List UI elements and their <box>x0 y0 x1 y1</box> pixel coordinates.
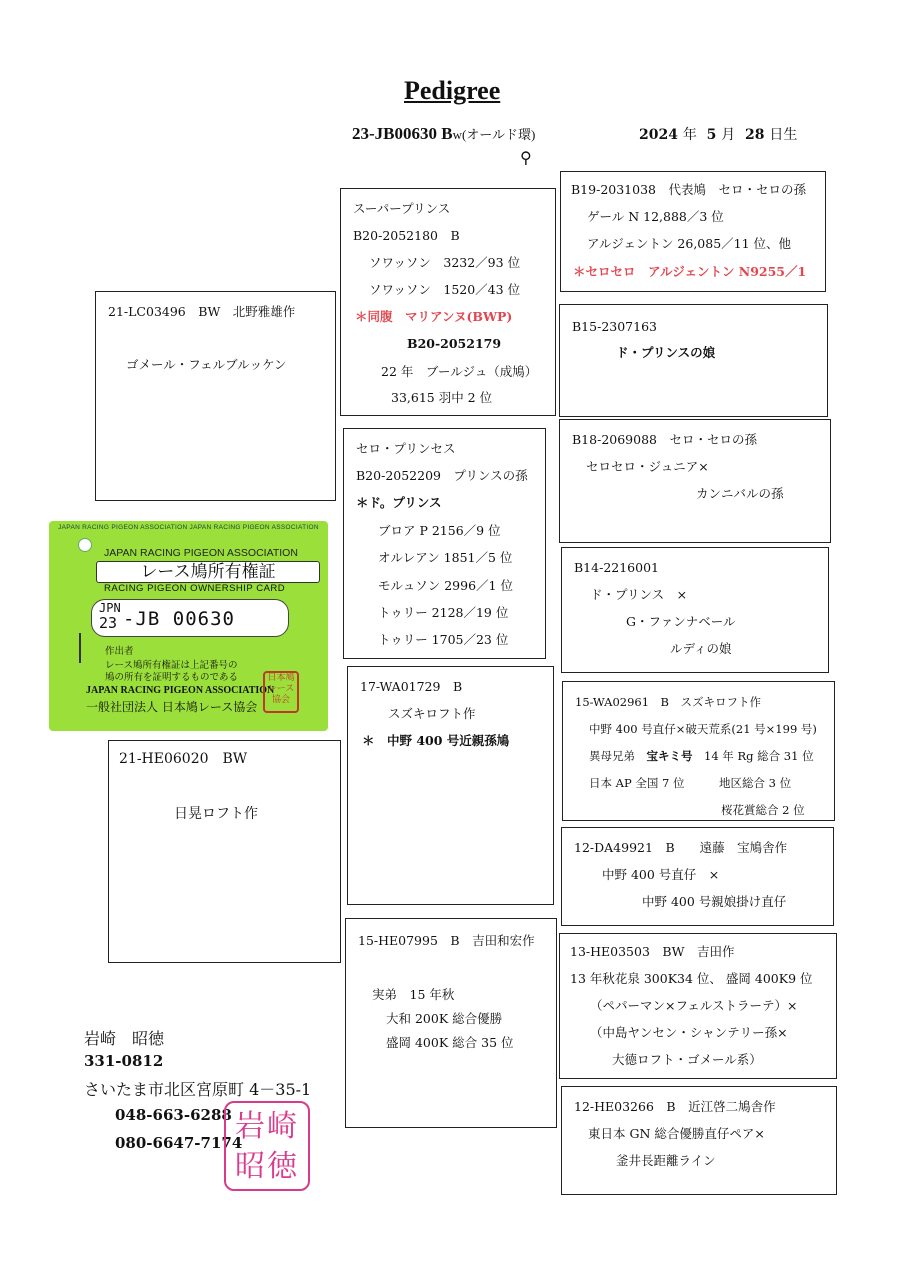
sds-line: カンニバルの孫 <box>696 486 784 501</box>
sire-sire-box <box>340 188 556 416</box>
birth-date: 2024 年 5 月 28 日生 <box>639 127 798 143</box>
dd-line: 15-HE07995 B 吉田和宏作 <box>358 933 535 948</box>
dam-sire-box <box>347 666 554 905</box>
dds-line: （ペパーマン×フェルストラーテ）× <box>590 998 798 1013</box>
ss-line: ソワッソン 1520／43 位 <box>369 282 521 297</box>
dam-dam-box <box>345 918 557 1128</box>
dds-line: 13-HE03503 BW 吉田作 <box>570 944 735 959</box>
card-title: レース鳩所有権証 <box>96 561 320 583</box>
ss-line: スーパープリンス <box>353 201 451 216</box>
dd-line: 実弟 15 年秋 <box>372 987 455 1002</box>
birth-year: 2024 <box>639 127 678 143</box>
card-bar <box>79 633 81 663</box>
sd-line: モルュソン 2996／1 位 <box>378 578 513 593</box>
card-title-en: RACING PIGEON OWNERSHIP CARD <box>104 583 286 594</box>
sd-line: セロ・プリンセス <box>356 441 456 456</box>
dam-line-1: 21-HE06020 BW <box>119 751 248 767</box>
owner-hanko-seal-icon: 岩崎昭徳 <box>224 1101 310 1191</box>
ss-line: B20-2052180 B <box>353 228 460 243</box>
small-seal-icon: ⚲ <box>520 148 532 167</box>
card-association-jp: 一般社団法人 日本鳩レース協会 <box>86 700 258 714</box>
card-association: JAPAN RACING PIGEON ASSOCIATION <box>104 547 298 559</box>
sdd-line: B14-2216001 <box>574 560 659 575</box>
sd-line: ＊ド。プリンス <box>356 495 442 510</box>
sss-line: ゲール N 12,888／3 位 <box>587 209 724 224</box>
sss-line: アルジェントン 26,085／11 位、他 <box>587 236 792 251</box>
dss-line: 日本 AP 全国 7 位 地区総合 3 位 <box>589 776 792 790</box>
ss-line: 22 年 ブールジュ（成鳩） <box>381 364 538 379</box>
ownership-card <box>49 521 328 731</box>
owner-postal: 331-0812 <box>84 1052 164 1070</box>
card-year: 23 <box>99 614 118 632</box>
dd-line: 大和 200K 総合優勝 <box>386 1011 503 1026</box>
card-country: JPN <box>99 601 121 615</box>
sire-dam-box <box>343 428 546 659</box>
ddd-line: 釜井長距離ライン <box>616 1153 716 1168</box>
dam-line-2: 日晃ロフト作 <box>174 806 258 822</box>
sdd-box <box>561 547 829 673</box>
dss-result: 14 年 Rg 総合 31 位 <box>704 749 814 763</box>
card-number: -JB 00630 <box>123 608 235 630</box>
sd-line: トゥリー 1705／23 位 <box>378 632 509 647</box>
ddd-line: 東日本 GN 総合優勝直仔ペア× <box>588 1126 765 1141</box>
dss-pigeon-name: 宝キミ号 <box>646 749 693 763</box>
dss-line <box>589 748 814 764</box>
card-stamp-icon: 日本鳩レース協会 <box>263 671 299 713</box>
owner-address: さいたま市北区宮原町 4－35-1 <box>84 1080 312 1099</box>
ring-id: 23-JB00630 B <box>352 124 453 143</box>
sds-line: B18-2069088 セロ・セロの孫 <box>572 432 757 447</box>
ssd-box <box>559 304 828 417</box>
owner-tel-2: 080-6647-7174 <box>115 1134 243 1152</box>
ssd-line: B15-2307163 <box>572 319 657 334</box>
dsd-line: 12-DA49921 B 遠藤 宝鳩舎作 <box>574 840 788 855</box>
dss-line: 桜花賞総合 2 位 <box>721 803 805 817</box>
sd-line: ブロア P 2156／9 位 <box>378 523 501 538</box>
dds-box <box>559 933 837 1079</box>
ddd-box <box>561 1086 837 1195</box>
birth-month: 5 <box>706 127 717 143</box>
sdd-line: G・ファンナベール <box>626 614 736 629</box>
dam-box <box>108 740 341 963</box>
dss-line: 15-WA02961 B スズキロフト作 <box>575 695 761 709</box>
sire-line-1: 21-LC03496 BW 北野雅雄作 <box>108 304 296 319</box>
owner-tel-1: 048-663-6288 <box>115 1106 232 1124</box>
dsd-line: 中野 400 号直仔 × <box>602 867 720 882</box>
dss-line: 中野 400 号直仔×破天荒系(21 号×199 号) <box>589 722 817 736</box>
ss-line: ソワッソン 3232／93 位 <box>369 255 521 270</box>
dsd-box <box>561 827 834 926</box>
ds-line: 17-WA01729 B <box>360 679 463 694</box>
sire-box <box>95 291 336 501</box>
dds-line: （中島ヤンセン・シャンテリー孫× <box>590 1025 788 1040</box>
sds-line: セロセロ・ジュニア× <box>586 459 709 474</box>
ring-number <box>352 124 535 144</box>
card-issuer-label: 作出者 <box>105 646 134 657</box>
ring-suffix: w(オールド環) <box>452 127 536 142</box>
ds-line: スズキロフト作 <box>388 706 476 721</box>
card-association-en: JAPAN RACING PIGEON ASSOCIATION <box>86 685 275 696</box>
birth-day: 28 <box>744 127 765 143</box>
ss-line: 33,615 羽中 2 位 <box>391 390 493 405</box>
sd-line: オルレアン 1851／5 位 <box>378 550 513 565</box>
page-title: Pedigree <box>404 76 501 105</box>
sss-line: B19-2031038 代表鳩 セロ・セロの孫 <box>571 182 806 197</box>
ddd-line: 12-HE03266 B 近江啓二鳩舎作 <box>574 1099 776 1114</box>
ss-line: B20-2052179 <box>407 336 502 351</box>
sdd-line: ド・プリンス × <box>590 587 688 602</box>
sss-line: ＊セロセロ アルジェントン N9255／1 <box>573 264 807 279</box>
ss-line: ＊同腹 マリアンヌ(BWP) <box>355 309 513 324</box>
dsd-line: 中野 400 号親娘掛け直仔 <box>642 894 787 909</box>
sdd-line: ルディの娘 <box>670 641 732 656</box>
dss-box <box>562 681 835 821</box>
dd-line: 盛岡 400K 総合 35 位 <box>386 1035 514 1050</box>
dss-half-sibling: 異母兄弟 <box>589 749 635 763</box>
sd-line: トゥリー 2128／19 位 <box>378 605 509 620</box>
sire-line-2: ゴメール・フェルブルッケン <box>126 357 287 372</box>
owner-name: 岩崎 昭徳 <box>84 1029 165 1048</box>
ds-line: ＊ 中野 400 号近親孫鳩 <box>362 733 510 748</box>
sss-box <box>560 171 826 292</box>
card-note: 鳩の所有を証明するものである <box>105 672 239 683</box>
dds-line: 大德ロフト・ゴメール系） <box>612 1052 762 1067</box>
dds-line: 13 年秋花泉 300K34 位、 盛岡 400K9 位 <box>570 971 813 986</box>
sd-line: B20-2052209 プリンスの孫 <box>356 468 528 483</box>
card-top-text: JAPAN RACING PIGEON ASSOCIATION JAPAN RACING PIGEON ASSOCIATION <box>58 524 319 531</box>
card-note: レース鳩所有権証は上記番号の <box>105 660 238 671</box>
sds-box <box>559 419 831 543</box>
ssd-line: ド・プリンスの娘 <box>616 345 716 360</box>
card-hole-icon <box>78 538 92 552</box>
